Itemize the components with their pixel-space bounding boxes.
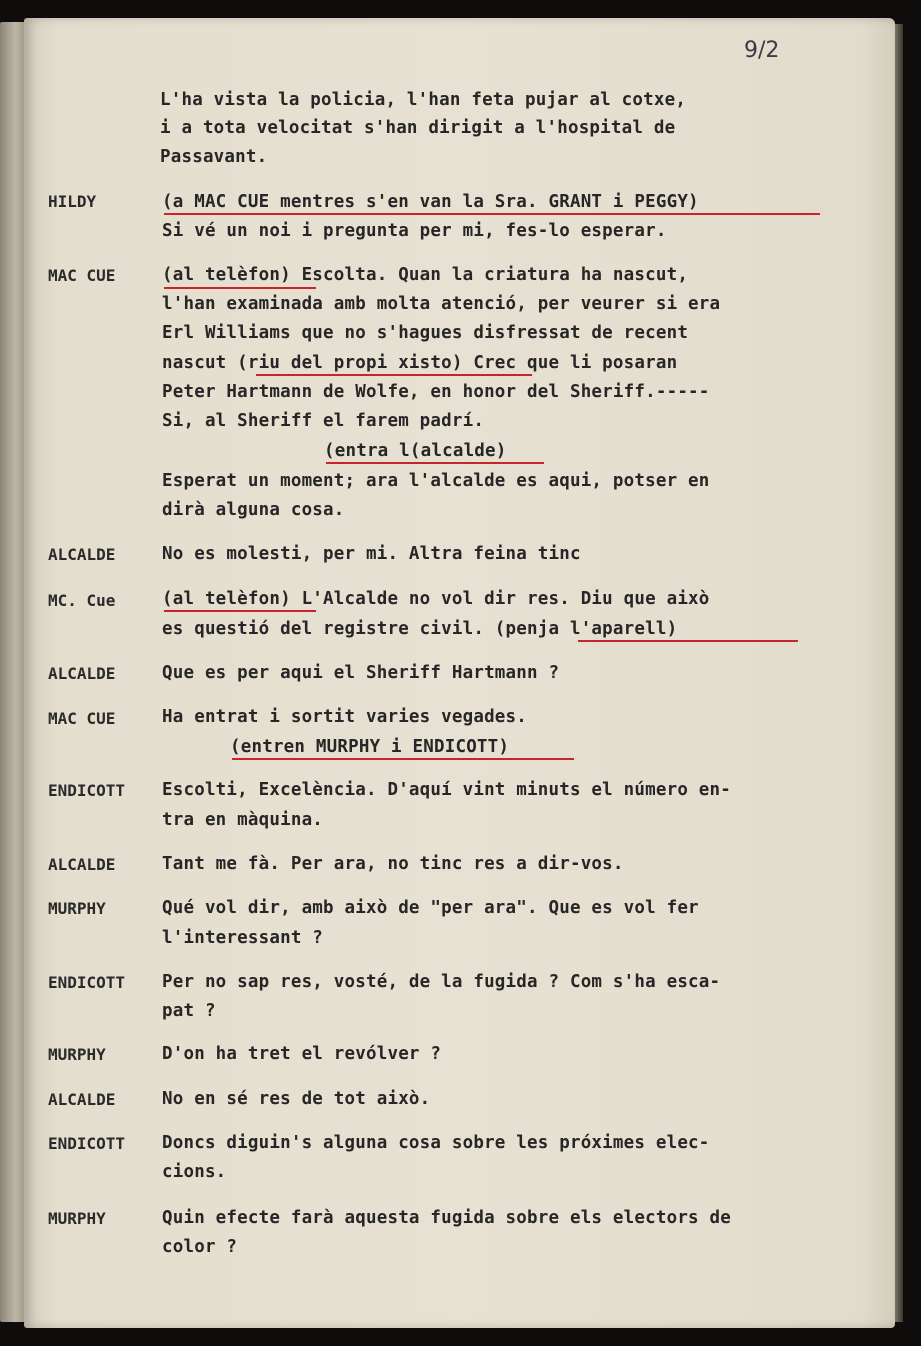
speaker-name: MURPHY [48, 899, 106, 918]
dialogue-line: Erl Williams que no s'hagues disfressat de recent [162, 323, 689, 343]
dialogue-line: Si, al Sheriff el farem padrí. [162, 411, 485, 431]
stage-direction: (entren MURPHY i ENDICOTT) [230, 737, 510, 757]
dialogue-line: Quin efecte farà aquesta fugida sobre els electors de [162, 1208, 732, 1228]
speaker-name: HILDY [48, 192, 97, 211]
dialogue-line: i a tota velocitat s'han dirigit a l'hospital de [160, 118, 676, 138]
stage-direction: (a MAC CUE mentres s'en van la Sra. GRANT i PEGGY) [162, 192, 699, 212]
speaker-name: MC. Cue [48, 591, 116, 610]
dialogue-line: Per no sap res, vosté, de la fugida ? Com s'ha esca- [162, 972, 721, 992]
dialogue-line: L'ha vista la policia, l'han feta pujar al cotxe, [160, 90, 687, 110]
dialogue-line: Doncs diguin's alguna cosa sobre les próximes elec- [162, 1133, 710, 1153]
dialogue-line: es questió del registre civil. (penja l'aparell) [162, 619, 678, 639]
dialogue-line: pat ? [162, 1001, 216, 1021]
dialogue-line: l'interessant ? [162, 928, 324, 948]
red-underline [256, 374, 532, 376]
dialogue-line: Qué vol dir, amb això de "per ara". Que es vol fer [162, 898, 699, 918]
speaker-name: ENDICOTT [48, 973, 126, 992]
dialogue-line: Ha entrat i sortit varies vegades. [162, 707, 528, 727]
red-underline [164, 610, 316, 612]
page-stack-edge [895, 24, 903, 1322]
dialogue-line: (al telèfon) L'Alcalde no vol dir res. Diu que això [162, 589, 710, 609]
dialogue-line: No en sé res de tot això. [162, 1089, 431, 1109]
dialogue-line: Si vé un noi i pregunta per mi, fes-lo esperar. [162, 221, 667, 241]
red-underline [232, 758, 574, 760]
speaker-name: MURPHY [48, 1045, 106, 1064]
dialogue-line: l'han examinada amb molta atenció, per veurer si era [162, 294, 721, 314]
page-number: 9/2 [744, 38, 780, 63]
dialogue-line: Passavant. [160, 147, 268, 167]
stage-direction: (entra l(alcalde) [324, 441, 507, 461]
speaker-name: ENDICOTT [48, 781, 126, 800]
red-underline [164, 213, 820, 215]
red-underline [164, 287, 316, 289]
speaker-name: MAC CUE [48, 266, 116, 285]
dialogue-line: Esperat un moment; ara l'alcalde es aqui, potser en [162, 471, 710, 491]
speaker-name: ALCALDE [48, 1090, 116, 1109]
dialogue-line: Escolti, Excelència. D'aquí vint minuts el número en- [162, 780, 732, 800]
facing-page-edge [0, 22, 26, 1322]
dialogue-line: No es molesti, per mi. Altra feina tinc [162, 544, 581, 564]
dialogue-line: Peter Hartmann de Wolfe, en honor del Sheriff.----- [162, 382, 710, 402]
dialogue-line: color ? [162, 1237, 238, 1257]
dialogue-line: D'on ha tret el revólver ? [162, 1044, 442, 1064]
speaker-name: ENDICOTT [48, 1134, 126, 1153]
speaker-name: MAC CUE [48, 709, 116, 728]
dialogue-line: Tant me fà. Per ara, no tinc res a dir-vos. [162, 854, 624, 874]
dialogue-line: Que es per aqui el Sheriff Hartmann ? [162, 663, 560, 683]
dialogue-line: nascut (riu del propi xisto) Crec que li posaran [162, 353, 678, 373]
dialogue-line: dirà alguna cosa. [162, 500, 345, 520]
speaker-name: ALCALDE [48, 855, 116, 874]
dialogue-line: tra en màquina. [162, 810, 324, 830]
red-underline [578, 640, 798, 642]
speaker-name: ALCALDE [48, 545, 116, 564]
red-underline [326, 462, 544, 464]
dialogue-line: (al telèfon) Escolta. Quan la criatura ha nascut, [162, 265, 689, 285]
speaker-name: MURPHY [48, 1209, 106, 1228]
speaker-name: ALCALDE [48, 664, 116, 683]
dialogue-line: cions. [162, 1162, 227, 1182]
